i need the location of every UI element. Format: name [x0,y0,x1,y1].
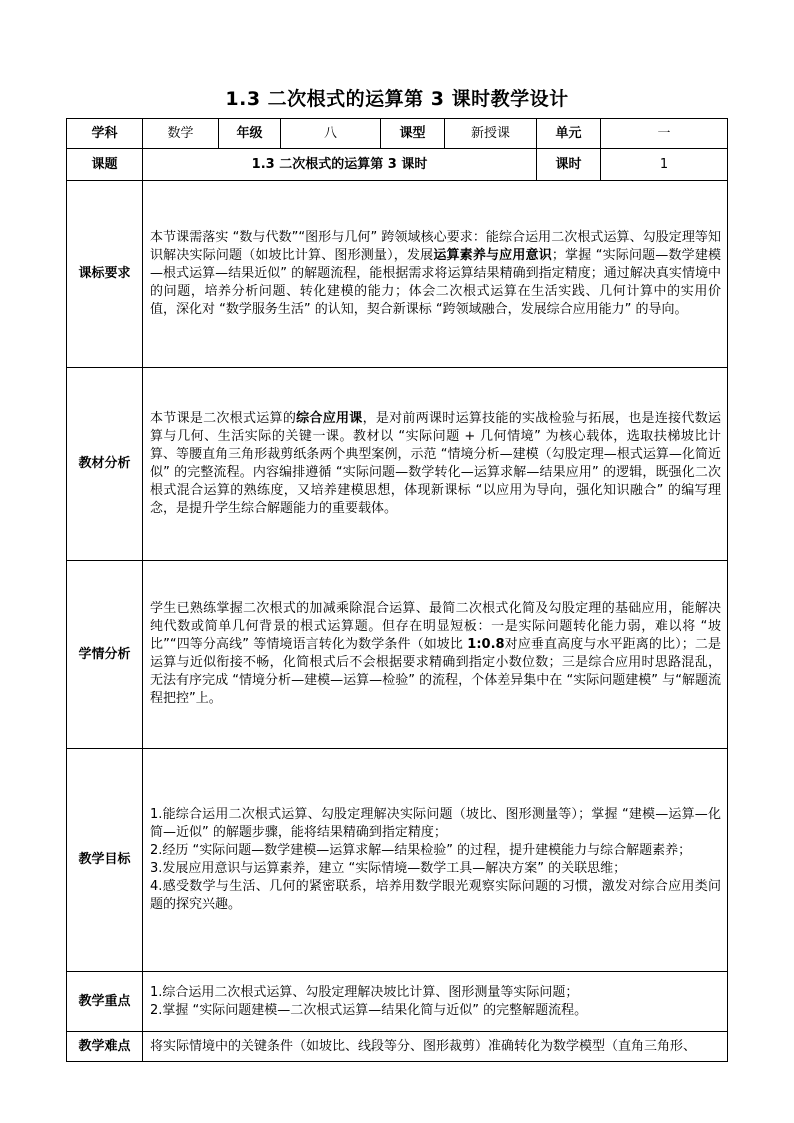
grade-label: 年级 [219,119,281,149]
period-value: 1 [601,149,728,181]
textbook-text-2: ，是对前两课时运算技能的实战检验与拓展，也是连接代数运算与几何、生活实际的关键一课。教材以 “实际问题 + 几何情境” 为核心载体，选取扶梯坡比计算、等腰直角三角形裁剪纸条两个典型案例，示范 “情境分析—建模（勾股定理—根式运算—化简近似” 的完整流程。内容编排遵循 “实际问题—数学转化—运算求解—结果应用” 的逻辑，既强化二次根式混合运算的熟练度，又培养建模思想，体现新课标 “以应用为导向，强化知识融合” 的编写理念，是提升学生综合解题能力的重要载体。 [150,410,721,516]
learners-text-1: 学生已熟练掌握二次根式的加减乘除混合运算、最简二次根式化简及勾股定理的基础应用，能解决纯代数或简单几何背景的根式运算题。但存在明显短板：一是实际问题转化能力弱，难以将 “坡比”“四等分高线” 等情境语言转化为数学条件（如坡比 [150,601,721,652]
difficulties-text: 将实际情境中的关键条件（如坡比、线段等分、图形裁剪）准确转化为数学模型（直角三角形、 [143,1032,728,1062]
key-points-list [143,972,728,1032]
page-title: 1.3 二次根式的运算第 3 课时教学设计 [225,88,569,110]
key-points-row [67,972,728,1032]
unit-label: 单元 [537,119,601,149]
curriculum-row [67,181,728,368]
subject-value: 数学 [143,119,219,149]
key-point-item: 2.掌握 “实际问题建模—二次根式运算—结果化简与近似” 的完整解题流程。 [150,1002,588,1018]
type-value: 新授课 [445,119,537,149]
difficulties-label: 教学难点 [67,1032,143,1062]
learners-label: 学情分析 [67,561,143,749]
textbook-emphasis: 综合应用课 [296,410,363,426]
objective-item: 3.发展应用意识与运算素养，建立 “实际情境—数学工具—解决方案” 的关联思维； [150,861,627,876]
curriculum-text-2: ；掌握 “实际问题—数学建模—根式运算—结果近似” 的解题流程，能根据需求将运算结果精确到指定精度；通过解决真实情境中的问题，培养分析问题、转化建模的能力；体会二次根式运算在生活实践、几何计算中的实用价值，深化对 “数学服务生活” 的认知，契合新课标 “跨领域融合，发展综合应用能力” 的导向。 [150,247,721,317]
unit-value: 一 [601,119,728,149]
period-label: 课时 [537,149,601,181]
type-label: 课型 [381,119,445,149]
textbook-row [67,368,728,561]
textbook-text [143,368,728,561]
key-point-item: 1.综合运用二次根式运算、勾股定理解决坡比计算、图形测量等实际问题； [150,984,579,1000]
textbook-label: 教材分析 [67,368,143,561]
subject-label: 学科 [67,119,143,149]
learners-emphasis: 1:0.8 [467,637,505,652]
lesson-plan-table [66,118,728,1062]
objective-item: 1.能综合运用二次根式运算、勾股定理解决实际问题（坡比、图形测量等）；掌握 “建模—运算—化简—近似” 的解题步骤，能将结果精确到指定精度； [150,807,721,840]
objectives-list [143,749,728,972]
textbook-text-1: 本节课是二次根式运算的 [150,410,297,426]
key-points-label: 教学重点 [67,972,143,1032]
header-row [67,119,728,149]
objectives-label: 教学目标 [67,749,143,972]
topic-value: 1.3 二次根式的运算第 3 课时 [143,149,537,181]
learners-text-2: 对应垂直高度与水平距离的比）；二是运算与近似衔接不畅，化简根式后不会根据要求精确到指定小数位数；三是综合应用时思路混乱，无法有序完成 “情境分析—建模—运算—检验” 的流程，个体差异集中在 “实际问题建模” 与“解题流程把控”上。 [150,637,721,706]
objective-item: 4.感受数学与生活、几何的紧密联系，培养用数学眼光观察实际问题的习惯，激发对综合应用类问题的探究兴趣。 [150,879,721,912]
objectives-row [67,749,728,972]
curriculum-emphasis: 运算素养与应用意识 [433,247,552,263]
curriculum-text [143,181,728,368]
topic-label: 课题 [67,149,143,181]
grade-value: 八 [281,119,381,149]
objective-item: 2.经历 “实际问题—数学建模—运算求解—结果检验” 的过程，提升建模能力与综合解题素养； [150,843,692,858]
curriculum-label: 课标要求 [67,181,143,368]
topic-row [67,149,728,181]
difficulties-row [67,1032,728,1062]
curriculum-text-1: 本节课需落实 “数与代数”“图形与几何” 跨领域核心要求：能综合运用二次根式运算、勾股定理等知识解决实际问题（如坡比计算、图形测量），发展 [150,229,721,263]
learners-text [143,561,728,749]
learners-row [67,561,728,749]
